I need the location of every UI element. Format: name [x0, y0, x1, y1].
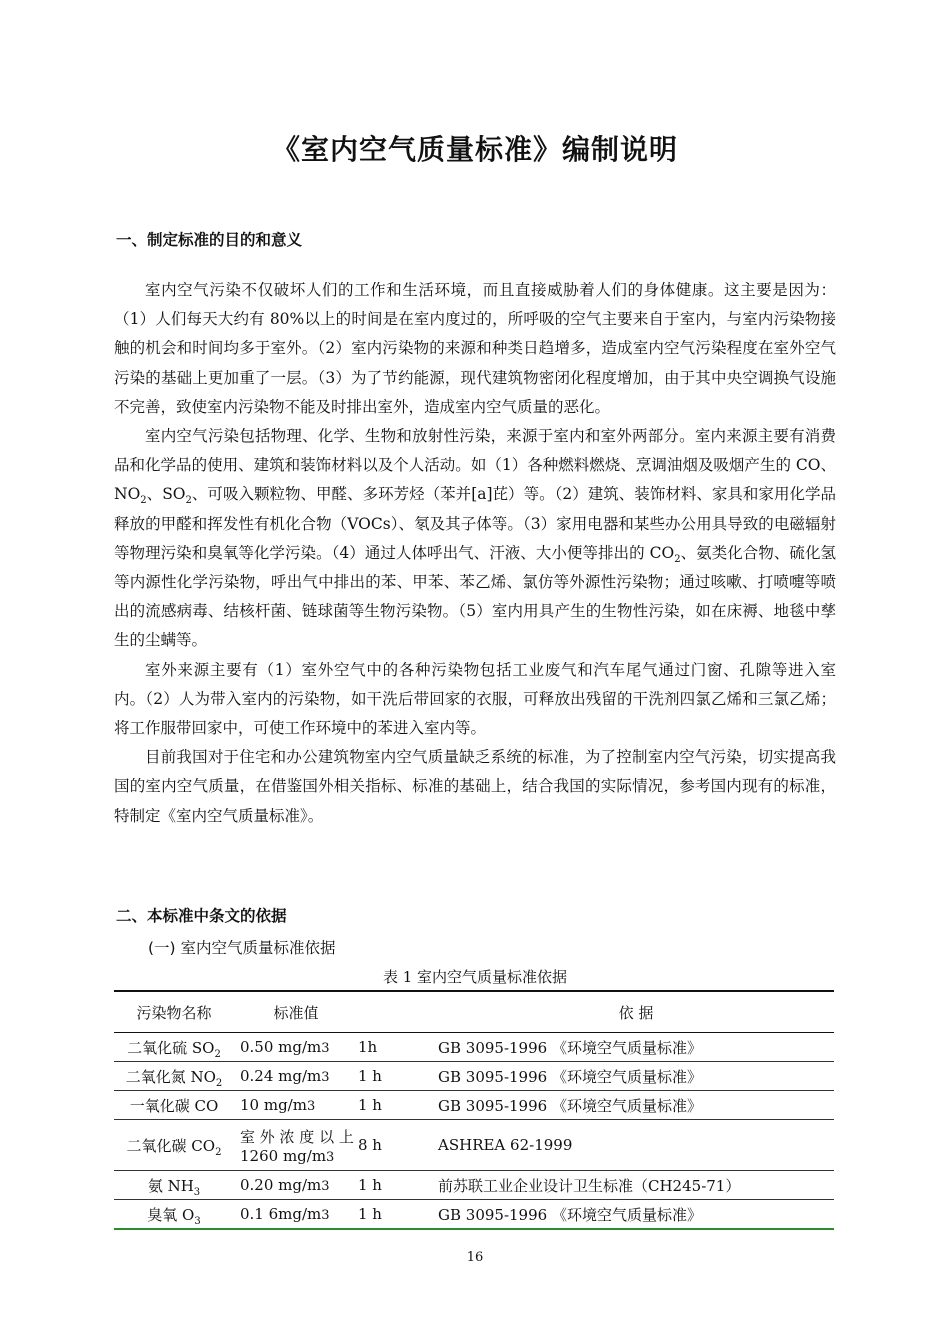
header-value: 标准值: [234, 991, 358, 1033]
table-row: 二氧化氮 $NO_2$ 0.24 mg/m3 1 h GB 3095-1996 《环境空气质量标准》: [114, 1062, 834, 1091]
paragraph-2: 室内空气污染包括物理、化学、生物和放射性污染，来源于室内和室外两部分。室内来源主要有消费品和化学品的使用、建筑和装饰材料以及个人活动。如（1）各种燃料燃烧、烹调油烟及吸烟产生的 CO、$NO_2$、$SO_2$、可吸入颗粒物、甲醛、多环芳烃（苯并[a]芘）等。（2）建筑、装饰材料、家具和家用化学品释放的甲醛和挥发性有机化合物（VOCs）、氡及其子体等。（3）家用电器和某些办公用具导致的电磁辐射等物理污染和臭氧等化学污染。（4）通过人体呼出气、汗液、大小便等排出的 $CO_2$、氨类化合物、硫化氢等内源性化学污染物，呼出气中排出的苯、甲苯、苯乙烯、氯仿等外源性污染物；通过咳嗽、打喷嚏等喷出的流感病毒、结核杆菌、链球菌等生物污染物。（5）室内用具产生的生物性污染，如在床褥、地毯中孳生的尘螨等。: [114, 427, 836, 650]
document-title: 《室内空气质量标准》编制说明: [271, 133, 678, 166]
table-row: 臭氧 $O_3$ 0.1 6mg/m3 1 h GB 3095-1996 《环境空气质量标准》: [114, 1200, 834, 1230]
paragraph-1: 室内空气污染不仅破坏人们的工作和生活环境，而且直接威胁着人们的身体健康。这主要是因为：（1）人们每天大约有 80%以上的时间是在室内度过的，所呼吸的空气主要来自于室内，与室内污染物接触的机会和时间均多于室外。（2）室内污染物的来源和种类日趋增多，造成室内空气污染程度在室外空气污染的基础上更加重了一层。（3）为了节约能源，现代建筑物密闭化程度增加，由于其中央空调换气设施不完善，致使室内污染物不能及时排出室外，造成室内空气质量的恶化。: [114, 281, 836, 416]
section-2-heading: 二、本标准中条文的依据: [116, 907, 287, 925]
table-header-row: [114, 991, 834, 1033]
paragraph-4: 目前我国对于住宅和办公建筑物室内空气质量缺乏系统的标准，为了控制室内空气污染，切实提高我国的室内空气质量，在借鉴国外相关指标、标准的基础上，结合我国的实际情况，参考国内现有的标准，特制定《室内空气质量标准》。: [114, 748, 836, 825]
table-row: 一氧化碳 CO 10 mg/m3 1 h GB 3095-1996 《环境空气质量标准》: [114, 1091, 834, 1120]
section-2-subheading: (一) 室内空气质量标准依据: [148, 939, 336, 957]
section-1-body: [114, 276, 836, 831]
paragraph-3: 室外来源主要有（1）室外空气中的各种污染物包括工业废气和汽车尾气通过门窗、孔隙等进入室内。（2）人为带入室内的污染物，如干洗后带回家的衣服，可释放出残留的干洗剂四氯乙烯和三氯乙烯；将工作服带回家中，可使工作环境中的苯进入室内等。: [114, 660, 836, 738]
table-caption: 表 1 室内空气质量标准依据: [382, 968, 568, 986]
page-number: 16: [466, 1250, 484, 1265]
table-row: 二氧化硫 $SO_2$ 0.50 mg/m3 1h GB 3095-1996 《环境空气质量标准》: [114, 1033, 834, 1062]
header-basis: 依 据: [438, 991, 834, 1033]
table-row: 二氧化碳 $CO_2$ 室 外 浓 度 以 上 1260 mg/m3 8 h ASHREA 62-1999: [114, 1120, 834, 1171]
header-name: 污染物名称: [114, 991, 234, 1033]
table-row: 氨 $NH_3$ 0.20 mg/m3 1 h 前苏联工业企业设计卫生标准（CH245-71）: [114, 1171, 834, 1200]
section-1-heading: 一、制定标准的目的和意义: [116, 231, 303, 249]
standards-table: [114, 990, 834, 1230]
